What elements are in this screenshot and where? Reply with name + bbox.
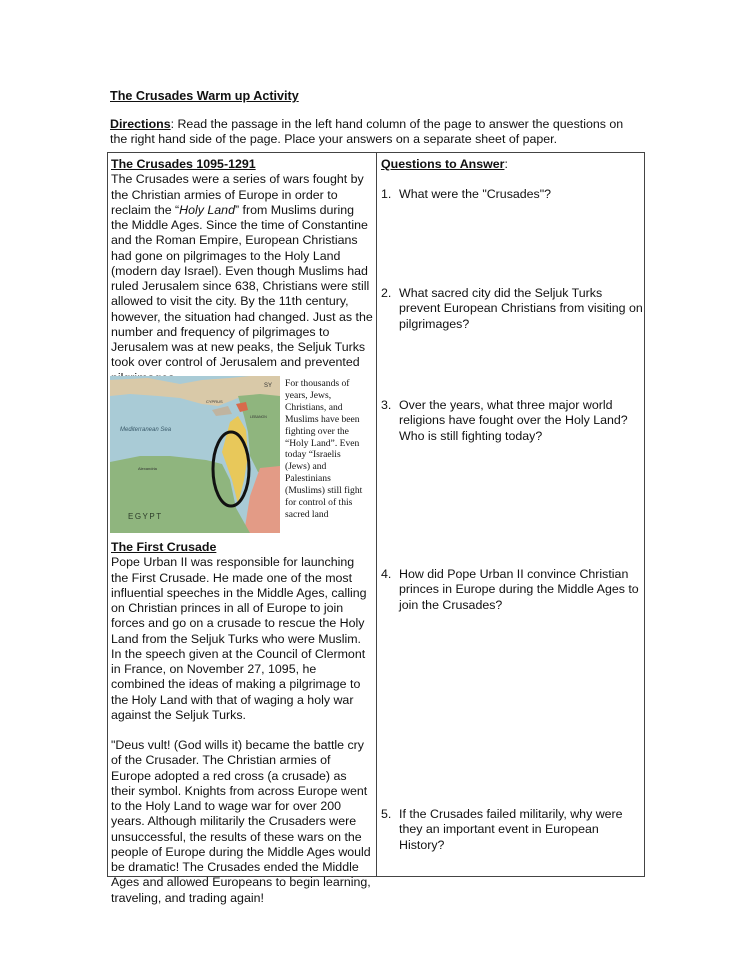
intro-text-pre: The Crusades were a series of wars fought by the Christian armies of Europe in order to reclaim the “: [111, 172, 364, 217]
map-caption: For thousands of years, Jews, Christians, and Muslims have been fighting over the “Holy Land”. Even today “Israelis (Jews) and Palestinians (Muslims) still fight for control of this sacred land: [285, 378, 363, 520]
column-divider: [376, 152, 377, 877]
question-text: Over the years, what three major world religions have fought over the Holy Land? Who is still fighting today?: [399, 398, 628, 443]
intro-holy-land: Holy Land: [179, 202, 235, 217]
page-title: The Crusades Warm up Activity: [110, 89, 299, 103]
question-number: 4.: [381, 567, 392, 581]
question-item: [381, 807, 643, 853]
first-crusade-section: [111, 540, 373, 906]
directions-label: Directions: [110, 117, 171, 131]
question-number: 5.: [381, 807, 392, 821]
first-crusade-text: Pope Urban II was responsible for launching the First Crusade. He made one of the most influential speeches in the Middle Ages, calling on Christian princes in all of Europe to join forces and go on a crusade to rescue the Holy Land from the Seljuk Turks who were Muslim. In the speech given at the Council of Clermont in France, on November 27, 1095, he combined the ideas of making a pilgrimage to the Holy Land with that of waging a holy war against the Seljuk Turks.: [111, 555, 367, 722]
question-item: [381, 398, 643, 444]
directions-text: : Read the passage in the left hand column of the page to answer the questions on the right hand side of the page. Place your answers on a separate sheet of paper.: [110, 117, 624, 146]
first-crusade-heading: The First Crusade: [111, 540, 217, 554]
passage-intro: [111, 172, 373, 386]
question-text: What sacred city did the Seljuk Turks prevent European Christians from visiting on pilgrimages?: [399, 286, 643, 331]
question-item: [381, 567, 643, 613]
questions-heading: Questions to Answer: [381, 157, 505, 171]
question-number: 3.: [381, 398, 392, 412]
question-number: 2.: [381, 286, 392, 300]
directions: [110, 117, 642, 147]
question-item: [381, 187, 643, 202]
question-item: [381, 286, 643, 332]
question-text: How did Pope Urban II convince Christian princes in Europe during the Middle Ages to join the Crusades?: [399, 567, 639, 612]
map-label-lebanon: LEBANON: [250, 415, 267, 419]
passage-heading: The Crusades 1095-1291: [111, 157, 256, 171]
questions-heading-colon: :: [504, 157, 508, 171]
passage-column: [111, 157, 373, 386]
question-text: If the Crusades failed militarily, why were they an important event in European History?: [399, 807, 623, 852]
map-label-egypt: EGYPT: [128, 512, 163, 521]
map-label-alexandria: Alexandria: [138, 466, 157, 471]
map-label-sea: Mediterranean Sea: [120, 427, 172, 433]
question-text: What were the "Crusades"?: [399, 187, 552, 201]
map-label-syria: SY: [264, 383, 273, 389]
map-label-cyprus: CYPRUS: [206, 399, 223, 404]
intro-text-post: ” from Muslims during the Middle Ages. Since the time of Constantine and the Roman Empire, European Christians had gone on pilgrimages to the Holy Land (modern day Israel). Even though Muslims had ruled Jerusalem since 638, Christians were still allowed to visit the city. By the 11th century, however, the situation had changed. Just as the number and frequency of pilgrimages to Jerusalem was at new peaks, the Seljuk Turks took over control of Jerusalem and prevented: [111, 202, 373, 370]
holy-land-map: [110, 376, 280, 533]
questions-column: [381, 157, 643, 172]
deus-vult-text: "Deus vult! (God wills it) became the battle cry of the Crusader. The Christian armies of Europe adopted a red cross (a crusade) as their symbol. Knights from across Europe went to the Holy Land to wage war for over 200 years. Although militarily the Crusaders were unsuccessful, the results of these wars on the people of Europe during the Middle Ages would be dramatic! The Crusades ended the Middle Ages and allowed Europeans to begin learning, traveling, and trading again!: [111, 738, 371, 905]
question-number: 1.: [381, 187, 392, 201]
